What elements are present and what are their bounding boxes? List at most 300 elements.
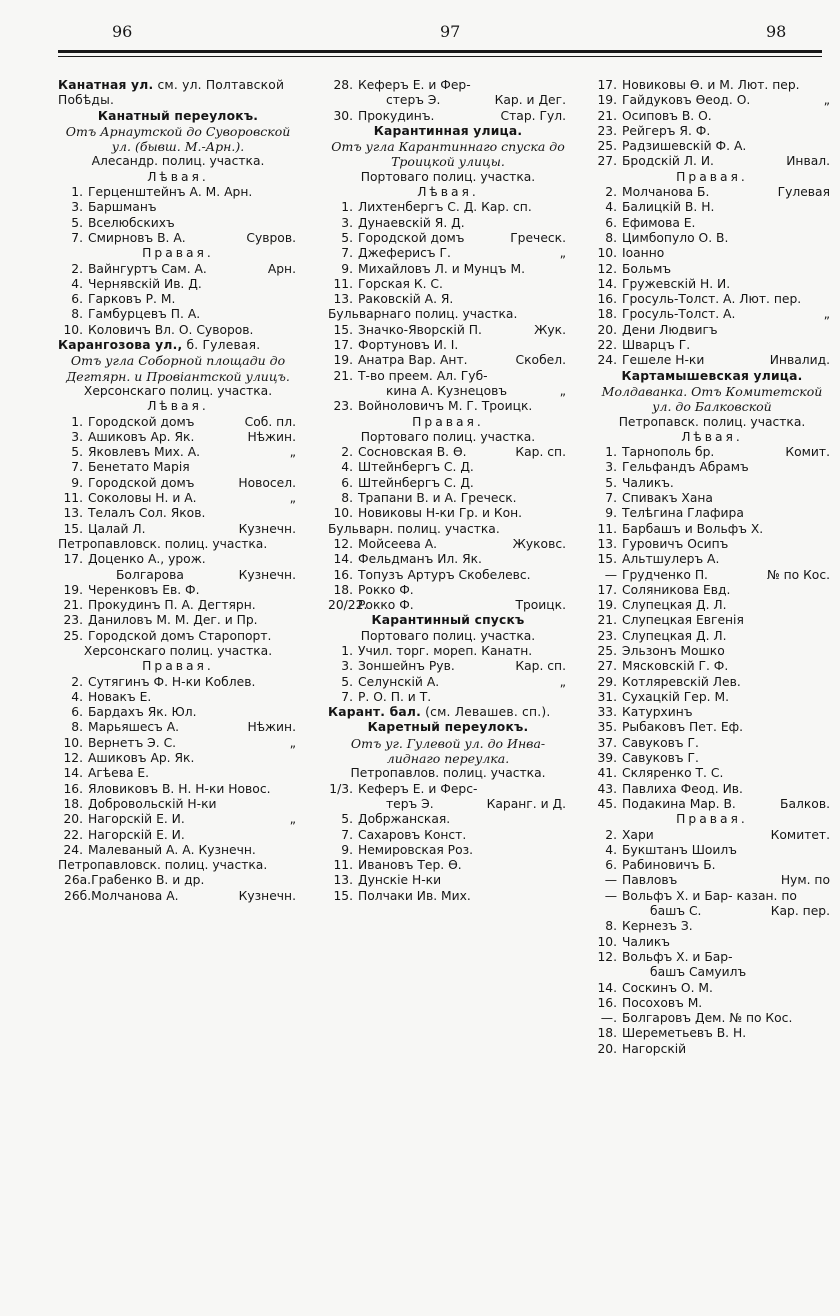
directory-entry — [328, 323, 568, 338]
entry-house-number: 20/22. — [328, 598, 368, 613]
entry-house-number: 6. — [605, 215, 617, 230]
entry-name: Горская К. С. — [358, 276, 443, 291]
entry-street: Кузнечн. — [238, 888, 296, 903]
entry-name: Рокко Ф. — [358, 598, 414, 613]
entry-house-number: 4. — [341, 460, 353, 475]
directory-entry — [592, 231, 832, 246]
entry-name: Бардахъ Як. Юл. — [88, 705, 197, 720]
entry-house-number: 1. — [71, 414, 83, 429]
entry-name: теръ Э. — [386, 796, 434, 811]
entry-house-number: 14. — [597, 980, 617, 995]
entry-name: Кернезъ З. — [622, 919, 693, 934]
entry-name: Павловъ — [622, 873, 678, 888]
directory-entry — [592, 491, 832, 506]
directory-entry — [58, 292, 298, 307]
entry-name: Чернявскій Ив. Д. — [88, 276, 202, 291]
entry-street: „ — [559, 246, 566, 261]
entry-street: „ — [823, 93, 830, 108]
entry-house-number: — — [604, 888, 617, 903]
directory-entry — [592, 1011, 832, 1026]
police-precinct: Петропавловск. полиц. участка. — [58, 536, 268, 551]
directory-entry — [328, 369, 568, 384]
entry-house-number: 25. — [597, 139, 617, 154]
entry-name: Павлиха Феод. Ив. — [622, 781, 743, 796]
entry-name: Слупецкая Д. Л. — [622, 598, 727, 613]
entry-street: Кар. и Дег. — [494, 93, 566, 108]
directory-entry — [58, 782, 298, 797]
entry-name: Болгарова — [116, 567, 184, 582]
entry-street: „ — [289, 445, 296, 460]
directory-entry — [58, 491, 298, 506]
entry-name: Чаликъ — [622, 934, 670, 949]
entry-house-number: 15. — [63, 521, 83, 536]
directory-entry — [592, 323, 832, 338]
entry-house-number: 7. — [341, 689, 353, 704]
directory-entry — [58, 568, 298, 583]
entry-street: „ — [559, 674, 566, 689]
entry-name: Нагорскій — [622, 1041, 687, 1056]
directory-entry — [328, 491, 568, 506]
entry-name: Слупецкая Евгенія — [622, 613, 744, 628]
street-heading-note: б. Гулевая. — [182, 338, 261, 353]
directory-entry — [328, 200, 568, 215]
directory-entry — [592, 277, 832, 292]
street-side-label: Правая. — [412, 414, 484, 429]
header-rule-thick — [58, 50, 822, 53]
directory-entry — [58, 476, 298, 491]
entry-house-number: 4. — [71, 689, 83, 704]
entry-house-number: 12. — [597, 949, 617, 964]
directory-entry — [58, 552, 298, 567]
entry-house-number: 8. — [71, 720, 83, 735]
page-number-center: 97 — [440, 22, 461, 41]
entry-house-number: 7. — [605, 491, 617, 506]
entry-name: Гарковъ Р. М. — [88, 292, 176, 307]
directory-entry — [328, 858, 568, 873]
entry-house-number: 23. — [333, 399, 353, 414]
entry-name: Дунаевскій Я. Д. — [358, 215, 465, 230]
entry-house-number: 25. — [597, 643, 617, 658]
entry-street: Кузнечн. — [238, 567, 296, 582]
street-heading: Карантинный спускъ — [371, 613, 525, 628]
entry-street: Стар. Гул. — [500, 108, 566, 123]
directory-entry — [592, 690, 832, 705]
entry-name: Сосновская В. Ѳ. — [358, 445, 467, 460]
entry-name: Молчанова Б. — [622, 185, 710, 200]
directory-entry — [592, 751, 832, 766]
directory-entry — [58, 583, 298, 598]
entry-house-number: 20. — [597, 1041, 617, 1056]
directory-entry — [328, 216, 568, 231]
entry-name: Герценштейнъ А. М. Арн. — [88, 185, 253, 200]
directory-entry — [592, 185, 832, 200]
entry-house-number: 20. — [63, 812, 83, 827]
directory-entry — [592, 797, 832, 812]
entry-house-number: 8. — [605, 230, 617, 245]
entry-name: Радзишевскій Ф. А. — [622, 139, 747, 154]
entry-street: Новосел. — [238, 475, 296, 490]
entry-name: Штейнбергъ С. Д. — [358, 460, 474, 475]
entry-name: Вернетъ Э. С. — [88, 735, 177, 750]
entry-house-number: 15. — [597, 552, 617, 567]
entry-street: „ — [823, 307, 830, 322]
street-side-label: Лѣвая. — [681, 429, 743, 444]
entry-house-number: 8. — [71, 307, 83, 322]
entry-name: Телѣгина Глафира — [622, 506, 744, 521]
entry-name: Вселюбскихъ — [88, 215, 175, 230]
directory-entry — [592, 246, 832, 261]
entry-street: Скобел. — [515, 353, 566, 368]
entry-house-number: 15. — [333, 888, 353, 903]
directory-entry — [592, 583, 832, 598]
entry-house-number: 5. — [605, 475, 617, 490]
directory-entry — [592, 675, 832, 690]
entry-name: Хари — [622, 827, 654, 842]
directory-entry — [58, 675, 298, 690]
entry-name: Марьяшесъ А. — [88, 720, 180, 735]
entry-house-number: 16. — [333, 567, 353, 582]
street-heading — [58, 338, 298, 353]
entry-house-number: 21. — [63, 598, 83, 613]
entry-name: Соскинъ О. М. — [622, 980, 713, 995]
directory-entry — [592, 598, 832, 613]
entry-name: Гружевскій Н. И. — [622, 276, 731, 291]
entry-house-number: 6. — [71, 292, 83, 307]
directory-entry — [328, 675, 568, 690]
entry-house-number: 35. — [597, 720, 617, 735]
directory-entry — [592, 858, 832, 873]
entry-house-number: 3. — [71, 200, 83, 215]
entry-house-number: 21. — [597, 108, 617, 123]
entry-house-number: 10. — [63, 735, 83, 750]
directory-entry — [58, 766, 298, 781]
directory-entry — [592, 889, 832, 904]
entry-street: Кар. пер. — [770, 904, 830, 919]
street-description: Отъ угла Карантиннаго спуска до Троицкой улицы. — [331, 139, 565, 170]
entry-street: Гулевая — [777, 185, 830, 200]
directory-entry — [58, 216, 298, 231]
police-precinct: Херсонскаго полиц. участка. — [83, 643, 273, 658]
entry-house-number: 1/3. — [329, 781, 353, 796]
entry-house-number: 1. — [605, 445, 617, 460]
directory-entry — [592, 460, 832, 475]
directory-entry — [592, 904, 832, 919]
entry-house-number: 14. — [597, 276, 617, 291]
street-heading: Картамышевская улица. — [621, 368, 803, 383]
directory-entry — [58, 445, 298, 460]
entry-house-number: 18. — [333, 582, 353, 597]
entry-house-number: 13. — [597, 536, 617, 551]
street-side-label: Правая. — [142, 659, 214, 674]
directory-entry — [328, 246, 568, 261]
entry-house-number: 1. — [71, 185, 83, 200]
entry-house-number: 1. — [341, 200, 353, 215]
entry-house-number: 4. — [71, 276, 83, 291]
directory-entry — [328, 445, 568, 460]
directory-entry — [592, 950, 832, 965]
entry-house-number: 9. — [605, 506, 617, 521]
entry-name: Кеферъ Е. и Фер- — [358, 78, 471, 92]
street-side-label: Лѣвая. — [147, 399, 209, 414]
entry-house-number: 10. — [333, 506, 353, 521]
directory-entry — [592, 766, 832, 781]
entry-name: Фельдманъ Ил. Як. — [358, 552, 482, 567]
directory-entry — [592, 736, 832, 751]
page-number-right: 98 — [766, 22, 787, 41]
entry-street: „ — [559, 383, 566, 398]
entry-street: Комит. — [785, 445, 830, 460]
directory-entry — [58, 873, 298, 888]
police-precinct: Херсонскаго полиц. участка. — [83, 383, 273, 398]
entry-name: Котляревскій Лев. — [622, 674, 741, 689]
entry-name: Скляренко Т. С. — [622, 766, 724, 781]
entry-name: Прокудинъ П. А. Дегтярн. — [88, 598, 256, 613]
directory-entry — [328, 598, 568, 613]
street-heading: Каретный переулокъ. — [367, 720, 529, 735]
police-precinct: Бульварн. полиц. участка. — [328, 521, 500, 536]
directory-entry — [592, 200, 832, 215]
entry-name: башъ С. — [650, 904, 702, 919]
entry-house-number: 19. — [63, 582, 83, 597]
directory-entry — [592, 981, 832, 996]
entry-house-number: 28. — [333, 78, 353, 92]
entry-house-number: 16. — [597, 995, 617, 1010]
entry-name: Кеферъ Е. и Ферс- — [358, 781, 478, 796]
directory-entry — [328, 690, 568, 705]
directory-entry — [328, 659, 568, 674]
entry-street: Троицк. — [515, 598, 566, 613]
entry-name: Т-во преем. Ал. Губ- — [358, 368, 488, 383]
entry-name: Іоанно — [622, 246, 665, 261]
street-description: Отъ уг. Гулевой ул. до Инвалиднаго переулка. — [350, 735, 546, 767]
entry-name: Городской домъ Старопорт. — [88, 628, 272, 643]
entry-house-number: 43. — [597, 781, 617, 796]
entry-name: Р. О. П. и Т. — [358, 689, 432, 704]
entry-house-number: 12. — [597, 261, 617, 276]
entry-house-number: 6. — [71, 705, 83, 720]
directory-entry — [328, 338, 568, 353]
entry-name: Гросуль-Толст. А. — [622, 307, 736, 322]
entry-name: башъ Самуилъ — [650, 965, 747, 980]
entry-name: Альтшулеръ А. — [622, 552, 720, 567]
directory-entry — [592, 262, 832, 277]
entry-name: Штейнбергъ С. Д. — [358, 475, 474, 490]
directory-entry — [328, 644, 568, 659]
entry-name: Малеваный А. А. Кузнечн. — [88, 842, 256, 857]
directory-entry — [328, 277, 568, 292]
directory-entry — [58, 323, 298, 338]
entry-name: Слупецкая Д. Л. — [622, 628, 727, 643]
directory-entry — [58, 598, 298, 613]
directory-entry — [592, 292, 832, 307]
entry-house-number: 4. — [605, 200, 617, 215]
entry-house-number: 7. — [341, 246, 353, 261]
entry-name: Мясковскій Г. Ф. — [622, 659, 729, 674]
entry-street: Соб. пл. — [244, 414, 296, 429]
entry-name: кина А. Кузнецовъ — [386, 383, 508, 398]
entry-house-number: 39. — [597, 751, 617, 766]
street-heading: Канатный переулокъ. — [97, 108, 259, 123]
directory-entry — [328, 476, 568, 491]
directory-entry — [592, 537, 832, 552]
entry-house-number: 13. — [63, 506, 83, 521]
entry-street: Каранг. и Д. — [486, 796, 566, 811]
directory-entry — [592, 644, 832, 659]
entry-name: Больмъ — [622, 261, 672, 276]
directory-entry — [58, 736, 298, 751]
entry-name: Добровольскій Н-ки — [88, 796, 217, 811]
directory-entry — [58, 231, 298, 246]
street-heading — [58, 78, 298, 109]
entry-name: Яловиковъ В. Н. Н-ки Новос. — [88, 781, 271, 796]
entry-name: Яковлевъ Мих. А. — [88, 445, 201, 460]
entry-name: Цимбопуло О. В. — [622, 230, 729, 245]
entry-name: Ефимова Е. — [622, 215, 696, 230]
directory-entry — [592, 629, 832, 644]
entry-name: Букштанъ Шоилъ — [622, 842, 737, 857]
entry-name: Ашиковъ Ар. Як. — [88, 429, 195, 444]
entry-name: Топузъ Артуръ Скобелевс. — [358, 567, 531, 582]
entry-house-number: 8. — [605, 919, 617, 934]
entry-house-number: 17. — [597, 78, 617, 92]
directory-entry — [328, 568, 568, 583]
entry-name: Новиковы Ѳ. и М. Лют. пер. — [622, 78, 800, 92]
directory-entry — [328, 109, 568, 124]
entry-name: Рыбаковъ Пет. Еф. — [622, 720, 744, 735]
entry-street: „ — [289, 735, 296, 750]
entry-name: 26б.Молчанова А. — [64, 888, 179, 903]
entry-house-number: 12. — [63, 751, 83, 766]
entry-name: Немировская Роз. — [358, 842, 474, 857]
entry-name: Смирновъ В. А. — [88, 230, 186, 245]
entry-name: Лихтенбергъ С. Д. Кар. сп. — [358, 200, 532, 215]
entry-street: Кар. сп. — [515, 445, 566, 460]
entry-house-number: — — [604, 567, 617, 582]
entry-house-number: 17. — [597, 582, 617, 597]
entry-street: № по Кос. — [766, 567, 830, 582]
entry-house-number: 10. — [597, 246, 617, 261]
entry-name: Сухацкій Гер. М. — [622, 689, 729, 704]
entry-name: Савуковъ Г. — [622, 735, 699, 750]
street-heading-name: Карант. бал. — [328, 705, 421, 720]
entry-house-number: 2. — [71, 674, 83, 689]
street-heading-name: Канатная ул. — [58, 78, 154, 92]
directory-entry — [592, 873, 832, 888]
entry-name: 26а.Грабенко В. и др. — [64, 873, 205, 888]
entry-name: Осиповъ В. О. — [622, 108, 712, 123]
directory-entry — [328, 384, 568, 399]
header-rule-thin — [58, 56, 822, 57]
entry-name: Соляникова Евд. — [622, 582, 731, 597]
entry-name: Нагорскій Е. И. — [88, 812, 185, 827]
directory-entry — [328, 873, 568, 888]
directory-entry — [328, 292, 568, 307]
directory-entry — [592, 1042, 832, 1057]
directory-entry — [592, 78, 832, 93]
entry-name: Учил. торг. мореп. Канатн. — [358, 643, 533, 658]
entry-name: Селунскій А. — [358, 674, 440, 689]
entry-street: Жук. — [534, 322, 566, 337]
entry-house-number: 3. — [341, 215, 353, 230]
directory-entry — [328, 262, 568, 277]
directory-entry — [58, 430, 298, 445]
entry-house-number: 11. — [63, 491, 83, 506]
entry-house-number: 19. — [597, 598, 617, 613]
street-side-label: Правая. — [676, 169, 748, 184]
entry-name: Городской домъ — [88, 414, 195, 429]
directory-entry — [58, 690, 298, 705]
entry-name: Агѣева Е. — [88, 766, 150, 781]
entry-house-number: 10. — [63, 322, 83, 337]
police-precinct: Петропавлов. полиц. участка. — [350, 766, 546, 781]
entry-street: Инвалид. — [769, 353, 830, 368]
directory-entry — [328, 93, 568, 108]
entry-name: Джеферисъ Г. — [358, 246, 451, 261]
entry-house-number: 2. — [605, 827, 617, 842]
entry-house-number: 8. — [341, 491, 353, 506]
entry-house-number: 45. — [597, 796, 617, 811]
entry-name: Баршманъ — [88, 200, 157, 215]
directory-entry — [58, 307, 298, 322]
entry-house-number: 6. — [341, 475, 353, 490]
entry-house-number: 5. — [341, 812, 353, 827]
directory-entry — [58, 797, 298, 812]
entry-house-number: 16. — [63, 781, 83, 796]
entry-street: Сувров. — [246, 230, 296, 245]
directory-entry — [58, 705, 298, 720]
directory-entry — [328, 782, 568, 797]
entry-name: Дени Людвигъ — [622, 322, 718, 337]
entry-house-number: 14. — [333, 552, 353, 567]
entry-house-number: 5. — [71, 215, 83, 230]
directory-entry — [592, 935, 832, 950]
entry-house-number: 41. — [597, 766, 617, 781]
entry-house-number: 3. — [71, 429, 83, 444]
street-description: Отъ Арнаутской до Суворовской ул. (бывш. М.-Арн.). — [65, 123, 291, 155]
street-side-label: Правая. — [676, 812, 748, 827]
entry-name: Михайловъ Л. и Мунцъ М. — [358, 261, 526, 276]
directory-entry — [328, 537, 568, 552]
entry-name: Коловичъ Вл. О. Суворов. — [88, 322, 254, 337]
entry-street: „ — [289, 491, 296, 506]
street-description: Молдаванка. Отъ Комитетской ул. до Балковской — [601, 383, 823, 415]
entry-name: Гельфандъ Абрамъ — [622, 460, 749, 475]
entry-name: Войноловичъ М. Г. Троицк. — [358, 399, 533, 414]
directory-entry — [592, 843, 832, 858]
entry-name: Эльзонъ Мошко — [622, 643, 725, 658]
entry-house-number: 12. — [333, 536, 353, 551]
entry-name: Посоховъ М. — [622, 995, 703, 1010]
directory-entry — [592, 720, 832, 735]
entry-name: Бродскій Л. И. — [622, 154, 714, 169]
entry-name: Сахаровъ Конст. — [358, 827, 467, 842]
directory-entry — [58, 613, 298, 628]
entry-house-number: 30. — [333, 108, 353, 123]
entry-house-number: 13. — [333, 292, 353, 307]
directory-entry — [58, 522, 298, 537]
directory-entry — [592, 919, 832, 934]
entry-name: Ашиковъ Ар. Як. — [88, 751, 195, 766]
entry-house-number: 10. — [597, 934, 617, 949]
entry-house-number: 19. — [597, 93, 617, 108]
entry-house-number: 13. — [333, 873, 353, 888]
entry-street: Инвал. — [786, 154, 830, 169]
entry-house-number: 5. — [341, 230, 353, 245]
entry-name: Доценко А., урож. — [88, 552, 206, 567]
directory-entry — [592, 93, 832, 108]
entry-house-number: 9. — [71, 475, 83, 490]
entry-name: Даниловъ М. М. Дег. и Пр. — [88, 613, 258, 628]
